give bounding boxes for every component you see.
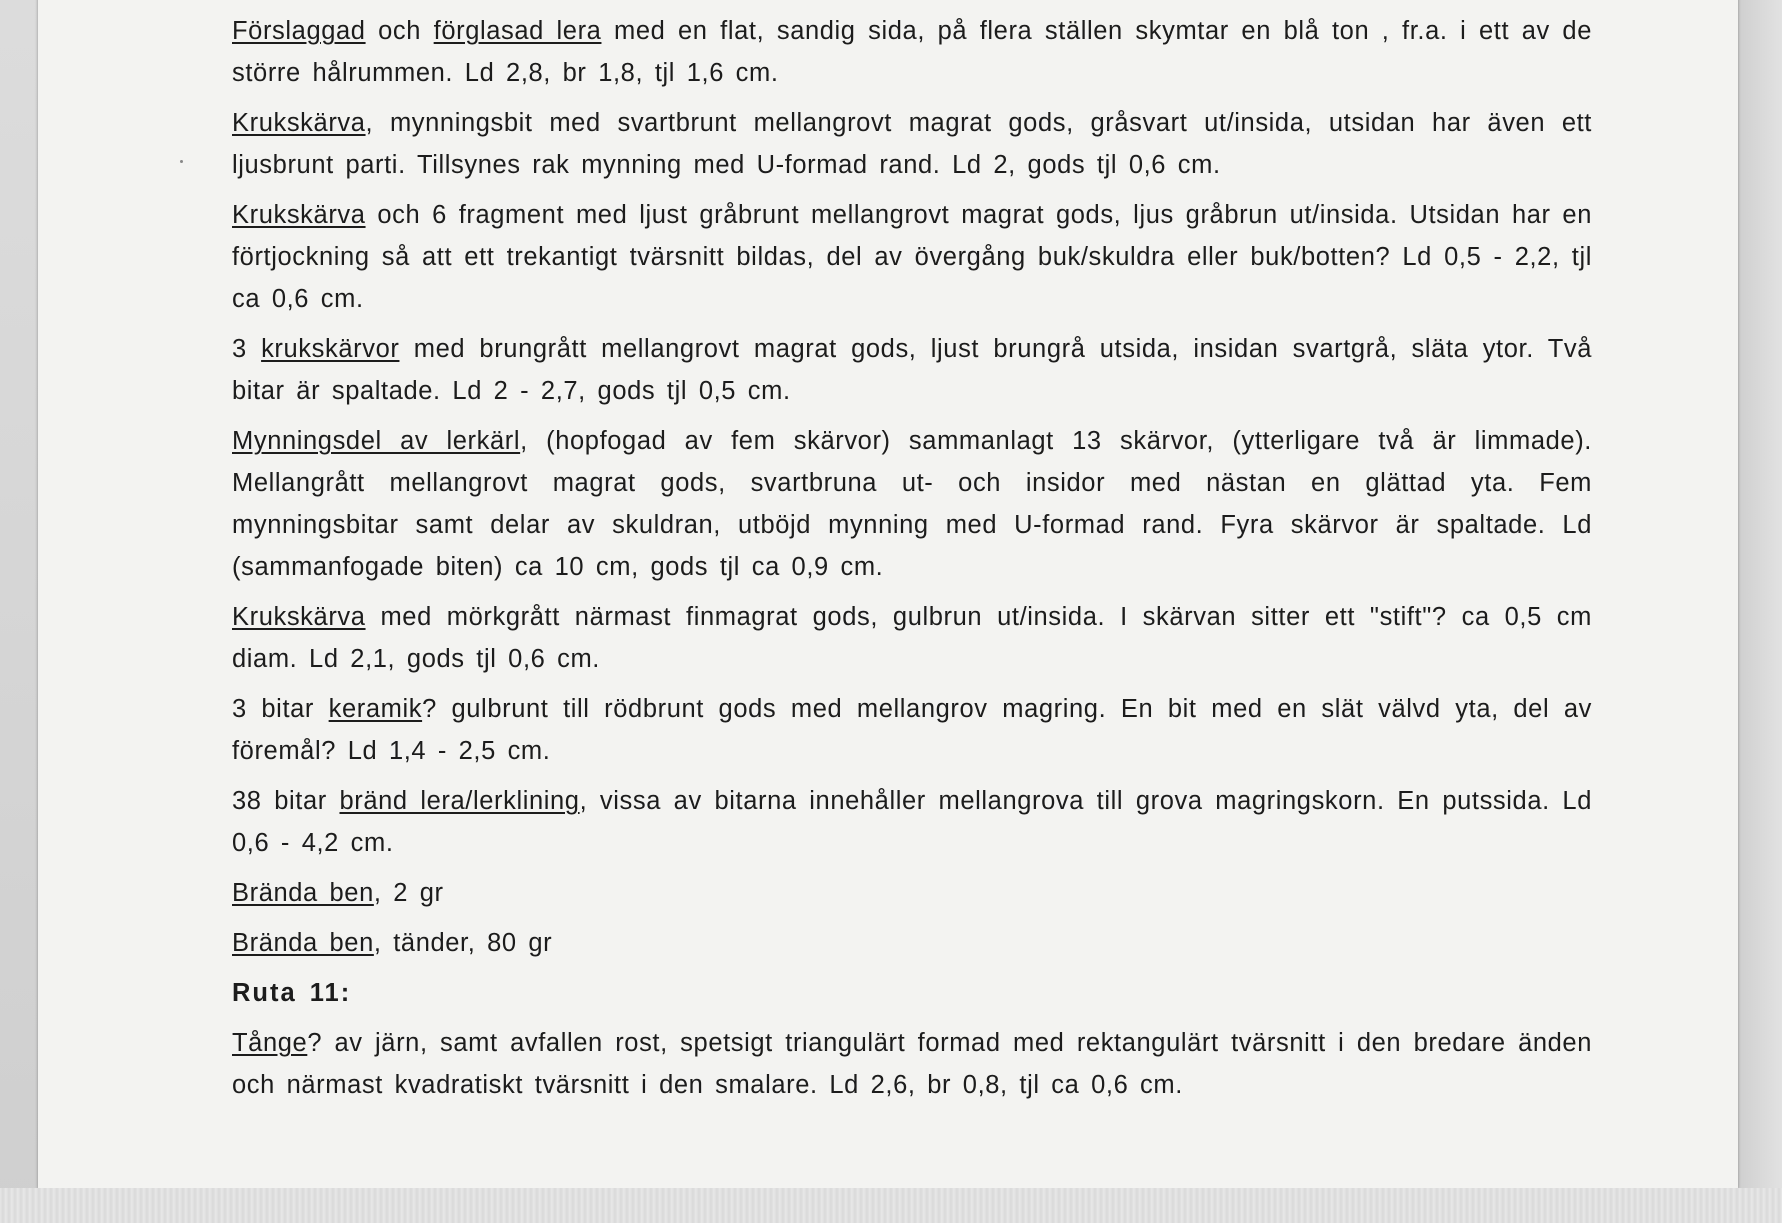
find-entry-8: [232, 780, 1592, 864]
find-description: med brungrått mellangrovt magrat gods, ljust brungrå utsida, insidan svartgrå, släta ytor. Två bitar är spaltade. Ld 2 - 2,7, gods tjl 0,5 cm.: [232, 335, 1593, 405]
find-entry-3: [232, 194, 1592, 320]
find-prefix: 38 bitar: [232, 787, 340, 815]
find-keyword: Förslaggad: [232, 17, 366, 45]
find-keyword: krukskärvor: [261, 335, 400, 363]
find-prefix: 3: [232, 335, 262, 363]
find-connector: och: [365, 17, 434, 45]
find-entry-1: [232, 10, 1592, 94]
find-entry-7: [232, 688, 1592, 772]
find-description: ? gulbrunt till rödbrunt gods med mellangrov magring. En bit med en slät välvd yta, del av föremål? Ld 1,4 - 2,5 cm.: [232, 695, 1592, 765]
document-body: [232, 10, 1592, 1106]
find-description: , tänder, 80 gr: [373, 929, 553, 957]
find-keyword: Tånge: [232, 1029, 308, 1057]
find-description: , vissa av bitarna innehåller mellangrova till grova magringskorn. En putssida. Ld 0,6 - 4,2 cm.: [232, 787, 1592, 857]
paper-edge: [1738, 0, 1782, 1223]
find-keyword: Krukskärva: [232, 109, 366, 137]
find-entry-11: [232, 1022, 1592, 1106]
find-keyword: Krukskärva: [232, 603, 366, 631]
find-prefix: 3 bitar: [232, 695, 329, 723]
find-entry-4: [232, 328, 1592, 412]
find-description: ? av järn, samt avfallen rost, spetsigt triangulärt formad med rektangulärt tvärsnitt i den bredare änden och närmast kvadratiskt tvärsnitt i den smalare. Ld 2,6, br 0,8, tjl ca 0,6 cm.: [232, 1029, 1592, 1099]
find-description: , 2 gr: [373, 879, 444, 907]
find-entry-9: [232, 872, 1592, 914]
find-keyword: Mynningsdel av lerkärl: [232, 427, 521, 455]
section-heading: Ruta 11:: [232, 979, 352, 1007]
find-keyword: keramik: [328, 695, 423, 723]
find-entry-2: [232, 102, 1592, 186]
find-keyword: bränd lera/lerklining: [339, 787, 580, 815]
margin-speck: [180, 160, 183, 163]
find-keyword: Brända ben: [232, 879, 374, 907]
find-description: , mynningsbit med svartbrunt mellangrovt magrat gods, gråsvart ut/insida, utsidan har även ett ljusbrunt parti. Tillsynes rak mynning med U-formad rand. Ld 2, gods tjl 0,6 cm.: [232, 109, 1592, 179]
scan-bottom-strip: [0, 1188, 1782, 1223]
find-description: med en flat, sandig sida, på flera ställen skymtar en blå ton , fr.a. i ett av de större hålrummen. Ld 2,8, br 1,8, tjl 1,6 cm.: [232, 17, 1592, 87]
find-entry-10: [232, 922, 1592, 964]
find-description: och 6 fragment med ljust gråbrunt mellangrovt magrat gods, ljus gråbrun ut/insida. Utsidan har en förtjockning så att ett trekantigt tvärsnitt bildas, del av övergång buk/skuldra eller buk/botten? Ld 0,5 - 2,2, tjl ca 0,6 cm.: [232, 201, 1592, 313]
find-description: med mörkgrått närmast finmagrat gods, gulbrun ut/insida. I skärvan sitter ett "stift"? ca 0,5 cm diam. Ld 2,1, gods tjl 0,6 cm.: [232, 603, 1592, 673]
find-entry-6: [232, 596, 1592, 680]
find-description: , (hopfogad av fem skärvor) sammanlagt 13 skärvor, (ytterligare två är limmade). Mellangrått mellangrovt magrat gods, svartbruna ut- och insidor med nästan en glättad yta. Fem mynningsbitar samt delar av skuldran, utböjd mynning med U-formad rand. Fyra skärvor är spaltade. Ld (sammanfogade biten) ca 10 cm, gods tjl ca 0,9 cm.: [232, 427, 1592, 581]
find-keyword-2: förglasad lera: [433, 17, 602, 45]
find-keyword: Brända ben: [232, 929, 374, 957]
find-entry-5: [232, 420, 1592, 588]
find-keyword: Krukskärva: [232, 201, 366, 229]
